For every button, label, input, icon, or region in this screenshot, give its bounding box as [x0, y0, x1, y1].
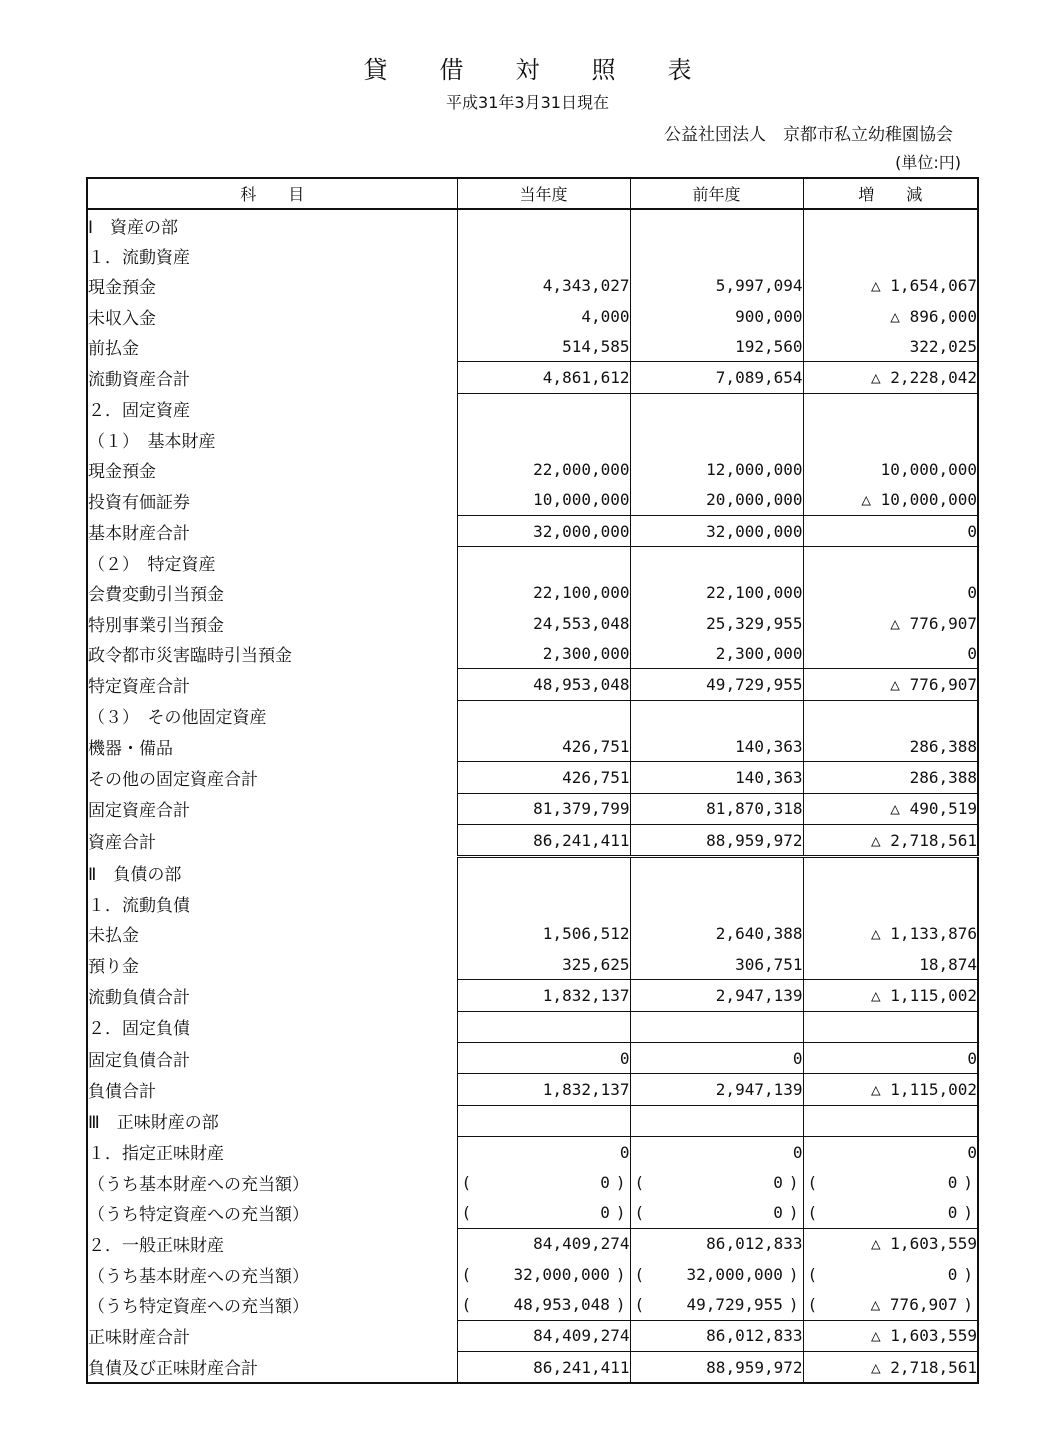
table-row [87, 454, 978, 484]
row-label: 基本財産合計 [87, 515, 457, 546]
table-row [87, 1289, 978, 1320]
cell-change: ( 0 ) [803, 1198, 978, 1229]
cell-change: 10,000,000 [803, 454, 978, 484]
table-row [87, 209, 978, 240]
table-row [87, 271, 978, 301]
row-label: （うち基本財産への充当額） [87, 1167, 457, 1197]
paren-value: 48,953,048 [513, 1295, 610, 1315]
cell-change: 18,874 [803, 949, 978, 980]
cell-previous-year: 25,329,955 [630, 608, 803, 638]
cell-change [803, 209, 978, 240]
row-label: Ⅲ 正味財産の部 [87, 1105, 457, 1136]
cell-previous-year: 900,000 [630, 301, 803, 331]
table-row [87, 1136, 978, 1167]
cell-change: ( 0 ) [803, 1259, 978, 1289]
cell-current-year: 4,000 [457, 301, 630, 331]
row-label: ２．一般正味財産 [87, 1228, 457, 1259]
cell-change: 0 [803, 638, 978, 669]
table-row [87, 793, 978, 824]
cell-current-year: 426,751 [457, 762, 630, 793]
table-row [87, 485, 978, 516]
cell-previous-year: 0 [630, 1136, 803, 1167]
table-row [87, 393, 978, 424]
cell-previous-year: 86,012,833 [630, 1320, 803, 1351]
cell-previous-year: 2,947,139 [630, 980, 803, 1011]
table-row [87, 949, 978, 980]
cell-previous-year: 32,000,000 [630, 515, 803, 546]
cell-previous-year [630, 393, 803, 424]
row-label: 特定資産合計 [87, 669, 457, 700]
row-label: 流動資産合計 [87, 362, 457, 393]
row-label: 資産合計 [87, 824, 457, 856]
cell-previous-year: 81,870,318 [630, 793, 803, 824]
paren-value: 0 [947, 1172, 958, 1192]
paren-value: 0 [773, 1203, 783, 1223]
column-header-account: 科 目 [87, 178, 457, 209]
cell-current-year: 4,861,612 [457, 362, 630, 393]
row-label: １．指定正味財産 [87, 1136, 457, 1167]
row-label: Ⅰ 資産の部 [87, 209, 457, 240]
cell-change: ( 0 ) [803, 1167, 978, 1197]
row-label: 流動負債合計 [87, 980, 457, 1011]
column-header-previous-year: 前年度 [630, 178, 803, 209]
row-label: 正味財産合計 [87, 1320, 457, 1351]
cell-current-year: 1,506,512 [457, 919, 630, 949]
row-label: 負債合計 [87, 1074, 457, 1105]
row-label: （２） 特定資産 [87, 547, 457, 578]
table-row [87, 515, 978, 546]
row-label: １．流動資産 [87, 240, 457, 270]
table-row [87, 638, 978, 669]
paren-value: 49,729,955 [686, 1295, 783, 1315]
row-label: 未払金 [87, 919, 457, 949]
row-label: その他の固定資産合計 [87, 762, 457, 793]
row-label: ２．固定資産 [87, 393, 457, 424]
table-row [87, 889, 978, 919]
row-label: Ⅱ 負債の部 [87, 857, 457, 889]
cell-change: △ 1,654,067 [803, 271, 978, 301]
cell-previous-year [630, 547, 803, 578]
cell-change: 0 [803, 1043, 978, 1074]
cell-current-year: 426,751 [457, 731, 630, 762]
cell-previous-year [630, 240, 803, 270]
cell-current-year: ( 0 ) [457, 1167, 630, 1197]
balance-sheet-table [86, 177, 979, 1384]
cell-current-year: 86,241,411 [457, 1351, 630, 1383]
cell-change: △ 1,133,876 [803, 919, 978, 949]
table-row [87, 919, 978, 949]
cell-change: 286,388 [803, 731, 978, 762]
paren-value: △ 776,907 [870, 1295, 958, 1315]
cell-current-year: 10,000,000 [457, 485, 630, 516]
row-label: 負債及び正味財産合計 [87, 1351, 457, 1383]
row-label: １．流動負債 [87, 889, 457, 919]
table-row [87, 762, 978, 793]
cell-current-year [457, 424, 630, 454]
cell-change [803, 700, 978, 731]
table-row [87, 731, 978, 762]
table-row [87, 1320, 978, 1351]
cell-current-year: 32,000,000 [457, 515, 630, 546]
table-row [87, 608, 978, 638]
table-row [87, 547, 978, 578]
row-label: 前払金 [87, 331, 457, 362]
cell-change: △ 1,115,002 [803, 1074, 978, 1105]
cell-previous-year [630, 1011, 803, 1042]
cell-current-year: 22,000,000 [457, 454, 630, 484]
cell-change: △ 776,907 [803, 669, 978, 700]
table-row [87, 578, 978, 608]
column-header-change: 増 減 [803, 178, 978, 209]
cell-current-year: 325,625 [457, 949, 630, 980]
paren-value: 0 [947, 1264, 958, 1284]
cell-previous-year [630, 1105, 803, 1136]
header-row [87, 178, 978, 209]
table-row [87, 980, 978, 1011]
cell-change: △ 776,907 [803, 608, 978, 638]
cell-change [803, 1011, 978, 1042]
table-row [87, 824, 978, 856]
cell-previous-year: 88,959,972 [630, 824, 803, 856]
cell-change [803, 889, 978, 919]
cell-change: ( △ 776,907 ) [803, 1289, 978, 1320]
table-body [87, 209, 978, 1383]
table-row [87, 362, 978, 393]
row-label: 現金預金 [87, 271, 457, 301]
cell-current-year: ( 32,000,000 ) [457, 1259, 630, 1289]
cell-change: △ 1,603,559 [803, 1320, 978, 1351]
row-label: 未収入金 [87, 301, 457, 331]
cell-previous-year: 5,997,094 [630, 271, 803, 301]
cell-current-year [457, 240, 630, 270]
cell-current-year: 84,409,274 [457, 1228, 630, 1259]
cell-current-year [457, 857, 630, 889]
paren-value: 0 [600, 1203, 610, 1223]
cell-previous-year: 88,959,972 [630, 1351, 803, 1383]
cell-previous-year: ( 0 ) [630, 1167, 803, 1197]
as-of-date: 平成31年3月31日現在 [446, 93, 609, 112]
cell-current-year [457, 700, 630, 731]
cell-current-year [457, 889, 630, 919]
cell-change [803, 393, 978, 424]
cell-previous-year: 2,300,000 [630, 638, 803, 669]
table-row [87, 424, 978, 454]
cell-previous-year: 306,751 [630, 949, 803, 980]
cell-previous-year [630, 700, 803, 731]
table-row [87, 1074, 978, 1105]
row-label: 政令都市災害臨時引当預金 [87, 638, 457, 669]
cell-change: 0 [803, 1136, 978, 1167]
cell-current-year: 1,832,137 [457, 1074, 630, 1105]
cell-change: 0 [803, 578, 978, 608]
table-row [87, 240, 978, 270]
paren-value: 0 [947, 1203, 958, 1223]
cell-change: 322,025 [803, 331, 978, 362]
cell-previous-year: 140,363 [630, 762, 803, 793]
cell-previous-year: 192,560 [630, 331, 803, 362]
cell-previous-year [630, 857, 803, 889]
cell-current-year: 514,585 [457, 331, 630, 362]
row-label: （うち特定資産への充当額） [87, 1198, 457, 1229]
row-label: 現金預金 [87, 454, 457, 484]
cell-current-year: 2,300,000 [457, 638, 630, 669]
cell-current-year: 86,241,411 [457, 824, 630, 856]
cell-current-year: 0 [457, 1043, 630, 1074]
cell-current-year: ( 48,953,048 ) [457, 1289, 630, 1320]
cell-previous-year: ( 0 ) [630, 1198, 803, 1229]
cell-change: △ 2,718,561 [803, 1351, 978, 1383]
table-row [87, 669, 978, 700]
cell-current-year: 84,409,274 [457, 1320, 630, 1351]
cell-previous-year: 20,000,000 [630, 485, 803, 516]
cell-previous-year [630, 889, 803, 919]
row-label: 会費変動引当預金 [87, 578, 457, 608]
cell-change: △ 896,000 [803, 301, 978, 331]
row-label: （１） 基本財産 [87, 424, 457, 454]
table-row [87, 1228, 978, 1259]
cell-current-year: 24,553,048 [457, 608, 630, 638]
cell-current-year: 4,343,027 [457, 271, 630, 301]
cell-previous-year: 49,729,955 [630, 669, 803, 700]
row-label: （うち特定資産への充当額） [87, 1289, 457, 1320]
cell-previous-year: 2,947,139 [630, 1074, 803, 1105]
paren-value: 0 [773, 1172, 783, 1192]
paren-value: 0 [600, 1172, 610, 1192]
table-row [87, 1105, 978, 1136]
cell-current-year [457, 209, 630, 240]
cell-current-year: 48,953,048 [457, 669, 630, 700]
table-row [87, 1167, 978, 1197]
row-label: 投資有価証券 [87, 485, 457, 516]
table-row [87, 857, 978, 889]
table-row [87, 1198, 978, 1229]
cell-previous-year: 22,100,000 [630, 578, 803, 608]
cell-change [803, 857, 978, 889]
cell-change: 0 [803, 515, 978, 546]
cell-previous-year: 12,000,000 [630, 454, 803, 484]
row-label: 固定負債合計 [87, 1043, 457, 1074]
unit-label: (単位:円) [895, 153, 961, 172]
table-row [87, 1043, 978, 1074]
cell-change: △ 10,000,000 [803, 485, 978, 516]
cell-current-year: 22,100,000 [457, 578, 630, 608]
table-row [87, 1011, 978, 1042]
cell-previous-year [630, 424, 803, 454]
column-header-current-year: 当年度 [457, 178, 630, 209]
row-label: 預り金 [87, 949, 457, 980]
table-row [87, 331, 978, 362]
cell-current-year: 1,832,137 [457, 980, 630, 1011]
cell-change: △ 2,718,561 [803, 824, 978, 856]
cell-current-year: ( 0 ) [457, 1198, 630, 1229]
cell-current-year: 81,379,799 [457, 793, 630, 824]
cell-current-year: 0 [457, 1136, 630, 1167]
cell-previous-year: 0 [630, 1043, 803, 1074]
cell-change: △ 490,519 [803, 793, 978, 824]
cell-previous-year: ( 49,729,955 ) [630, 1289, 803, 1320]
paren-value: 32,000,000 [686, 1264, 783, 1284]
table-row [87, 1351, 978, 1383]
cell-current-year [457, 1105, 630, 1136]
cell-previous-year: ( 32,000,000 ) [630, 1259, 803, 1289]
cell-current-year [457, 393, 630, 424]
cell-change: △ 2,228,042 [803, 362, 978, 393]
cell-change: △ 1,603,559 [803, 1228, 978, 1259]
cell-current-year [457, 1011, 630, 1042]
table-row [87, 700, 978, 731]
row-label: 固定資産合計 [87, 793, 457, 824]
row-label: （うち基本財産への充当額） [87, 1259, 457, 1289]
cell-change [803, 424, 978, 454]
row-label: 機器・備品 [87, 731, 457, 762]
cell-change: 286,388 [803, 762, 978, 793]
cell-current-year [457, 547, 630, 578]
cell-change [803, 240, 978, 270]
cell-change [803, 1105, 978, 1136]
cell-change [803, 547, 978, 578]
row-label: ２．固定負債 [87, 1011, 457, 1042]
table-row [87, 301, 978, 331]
cell-change: △ 1,115,002 [803, 980, 978, 1011]
document-title: 貸借対照表 [363, 56, 744, 84]
cell-previous-year: 140,363 [630, 731, 803, 762]
cell-previous-year: 7,089,654 [630, 362, 803, 393]
table-row [87, 1259, 978, 1289]
cell-previous-year [630, 209, 803, 240]
row-label: 特別事業引当預金 [87, 608, 457, 638]
row-label: （３） その他固定資産 [87, 700, 457, 731]
organization-name: 公益社団法人 京都市私立幼稚園協会 [664, 125, 953, 145]
cell-previous-year: 86,012,833 [630, 1228, 803, 1259]
paren-value: 32,000,000 [513, 1264, 610, 1284]
cell-previous-year: 2,640,388 [630, 919, 803, 949]
